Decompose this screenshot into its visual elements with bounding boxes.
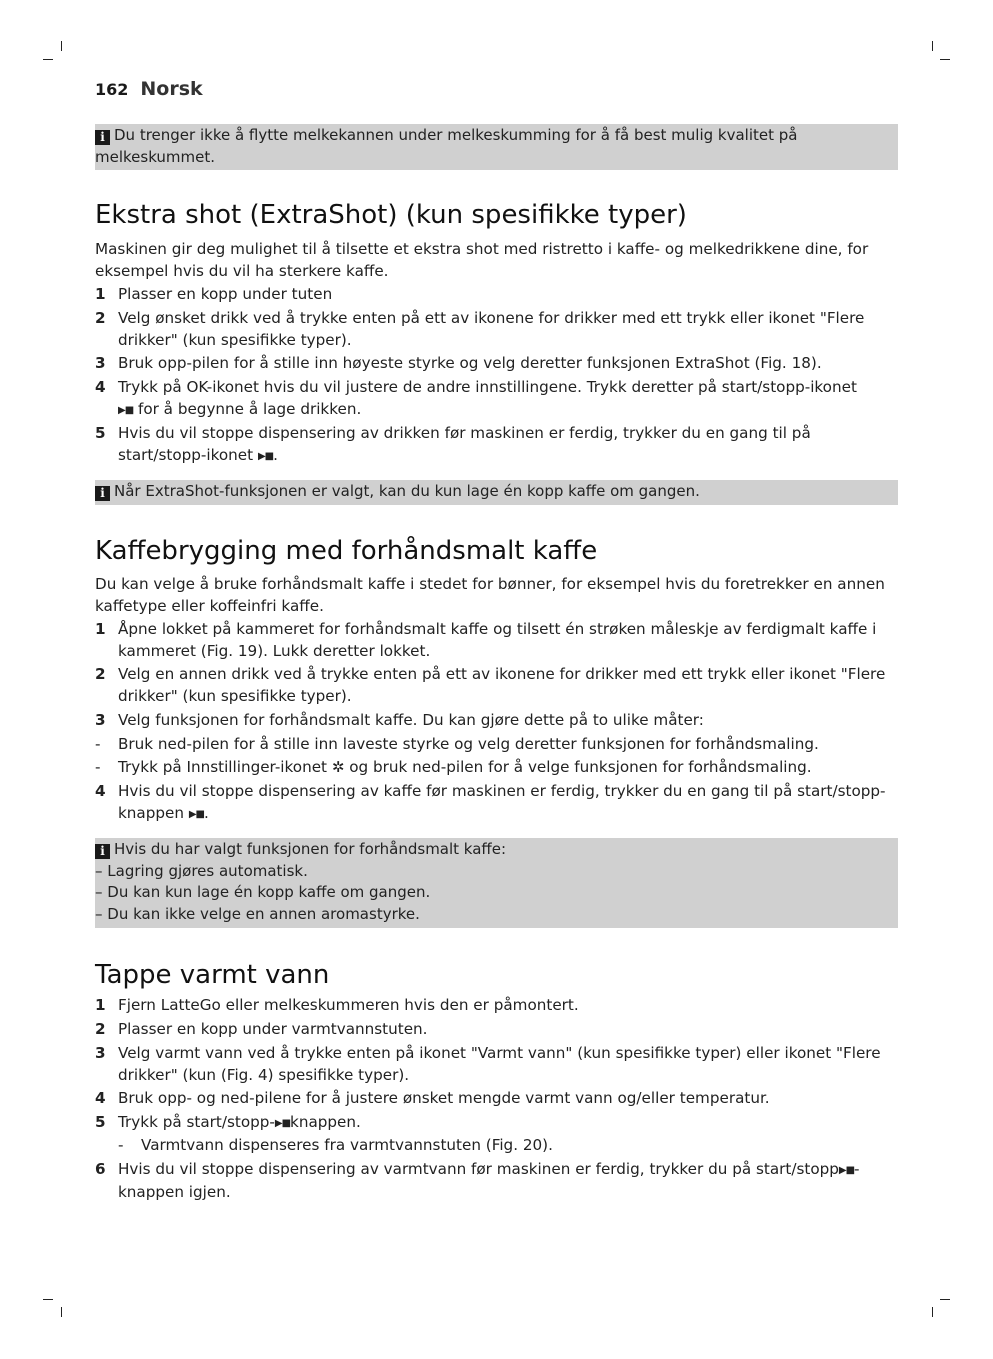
step-number: 3 [95, 711, 106, 729]
list-item [95, 1043, 898, 1086]
note-line [95, 839, 898, 861]
start-stop-icon: ▶■ [838, 1165, 855, 1176]
bullet-dash: - [95, 735, 101, 753]
crop-mark [940, 1299, 950, 1300]
step-text: Fjern LatteGo eller melkeskummeren hvis den er påmontert. [118, 996, 579, 1014]
step-number: 4 [95, 782, 106, 800]
step-text: Velg varmt vann ved å trykke enten på ikonet "Varmt vann" (kun spesifikke typer) eller ikonet "Flere drikker" (kun (Fig. 4) spesifikke typer). [118, 1044, 881, 1084]
note-text: Hvis du har valgt funksjonen for forhåndsmalt kaffe: [114, 840, 507, 858]
list-item [95, 1112, 898, 1135]
step-text [118, 377, 898, 421]
crop-mark [43, 1299, 53, 1300]
step-text: Velg ønsket drikk ved å trykke enten på ett av ikonene for drikker med ett trykk eller ikonet "Flere drikker" (kun spesifikke typer). [118, 309, 865, 349]
step-text [118, 757, 898, 779]
page-number: 162 [95, 80, 129, 99]
step-text: Bruk opp- og ned-pilene for å justere ønsket mengde varmt vann og/eller temperatur. [118, 1089, 770, 1107]
list-item [95, 1019, 898, 1041]
crop-mark [43, 59, 53, 60]
step-text [118, 781, 898, 825]
list-item [95, 710, 898, 732]
bullet-dash: - [95, 758, 101, 776]
page-header [95, 78, 203, 100]
list-item [95, 781, 898, 825]
step-number: 5 [95, 1113, 106, 1131]
step-text [118, 1159, 898, 1203]
crop-mark [940, 59, 950, 60]
note-box [95, 124, 898, 170]
step-text: Varmtvann dispenseres fra varmtvannstuten (Fig. 20). [141, 1136, 553, 1154]
step-text: Bruk ned-pilen for å stille inn laveste styrke og velg deretter funksjonen for forhåndsmaling. [118, 735, 819, 753]
note-text: Når ExtraShot-funksjonen er valgt, kan du kun lage én kopp kaffe om gangen. [114, 482, 700, 500]
step-text: Velg funksjonen for forhåndsmalt kaffe. Du kan gjøre dette på to ulike måter: [118, 711, 704, 729]
list-item [95, 377, 898, 421]
step-number: 2 [95, 309, 106, 327]
step-number: 1 [95, 285, 106, 303]
step-number: 3 [95, 1044, 106, 1062]
list-item [95, 1088, 898, 1110]
step-number: 1 [95, 620, 106, 638]
list-item [95, 308, 898, 351]
list-item [95, 284, 898, 306]
step-text: Bruk opp-pilen for å stille inn høyeste styrke og velg deretter funksjonen ExtraShot (Fig. 18). [118, 354, 822, 372]
list-item [95, 664, 898, 707]
info-icon: i [95, 130, 110, 145]
list-item [95, 1159, 898, 1203]
step-text [118, 1112, 898, 1135]
step-number: 2 [95, 665, 106, 683]
step-text-part: knappen. [290, 1113, 361, 1131]
bullet-dash: - [118, 1136, 124, 1154]
crop-mark [61, 41, 62, 51]
step-text-part: -knappen igjen. [118, 1160, 860, 1201]
step-number: 4 [95, 1089, 106, 1107]
list-item [95, 353, 898, 375]
step-number: 3 [95, 354, 106, 372]
step-text [118, 423, 898, 467]
step-text-part: Trykk på OK-ikonet hvis du vil justere de andre innstillingene. Trykk deretter på start/stopp-ikonet [118, 378, 857, 396]
note-box [95, 480, 898, 505]
step-number: 1 [95, 996, 106, 1014]
step-text: Plasser en kopp under varmtvannstuten. [118, 1020, 428, 1038]
list-item [95, 1135, 898, 1157]
list-item [95, 734, 898, 756]
language-label: Norsk [140, 78, 203, 100]
list-item [95, 995, 898, 1017]
list-item [95, 423, 898, 467]
crop-mark [932, 1307, 933, 1317]
section-title: Tappe varmt vann [95, 960, 330, 990]
step-text-part: Hvis du vil stoppe dispensering av varmtvann før maskinen er ferdig, trykker du på start/stopp [118, 1160, 839, 1178]
step-number: 2 [95, 1020, 106, 1038]
step-number: 6 [95, 1160, 106, 1178]
list-item [95, 757, 898, 779]
crop-mark [932, 41, 933, 51]
section-intro: Du kan velge å bruke forhåndsmalt kaffe i stedet for bønner, for eksempel hvis du foretrekker en annen kaffetype eller koffeinfri kaffe. [95, 575, 885, 615]
step-number: 4 [95, 378, 106, 396]
note-box [95, 838, 898, 928]
step-text: Åpne lokket på kammeret for forhåndsmalt kaffe og tilsett én strøken måleskje av ferdigmalt kaffe i kammeret (Fig. 19). Lukk deretter lokket. [118, 620, 877, 660]
start-stop-icon: ▶■ [257, 450, 274, 462]
crop-mark [61, 1307, 62, 1317]
step-text-part: . [203, 803, 209, 822]
gear-icon: ✲ [331, 758, 345, 776]
list-item [95, 619, 898, 662]
note-text: Du trenger ikke å flytte melkekannen under melkeskumming for å få best mulig kvalitet på melkeskummet. [95, 126, 798, 166]
step-text-part: . [273, 445, 278, 464]
start-stop-icon: ▶■ [118, 404, 134, 416]
start-stop-icon: ▶■ [188, 808, 204, 820]
section-title: Kaffebrygging med forhåndsmalt kaffe [95, 536, 598, 566]
step-text: Velg en annen drikk ved å trykke enten på ett av ikonene for drikker med ett trykk eller ikonet "Flere drikker" (kun spesifikke typer). [118, 665, 886, 705]
step-text-part: Hvis du vil stoppe dispensering av drikken før maskinen er ferdig, trykker du en gang til på start/stopp-ikonet [118, 424, 811, 464]
start-stop-icon: ▶■ [274, 1118, 291, 1129]
step-text-part: Trykk på start/stopp- [118, 1113, 275, 1131]
step-text-part: Hvis du vil stoppe dispensering av kaffe før maskinen er ferdig, trykker du en gang til på start/stopp-knappen [118, 782, 886, 822]
section-title: Ekstra shot (ExtraShot) (kun spesifikke typer) [95, 200, 687, 230]
step-text: Plasser en kopp under tuten [118, 285, 333, 303]
section-intro: Maskinen gir deg mulighet til å tilsette et ekstra shot med ristretto i kaffe- og melkedrikkene dine, for eksempel hvis du vil ha sterkere kaffe. [95, 240, 869, 280]
note-line: – Du kan kun lage én kopp kaffe om gangen. [95, 883, 431, 901]
step-text-part: og bruk ned-pilen for å velge funksjonen for forhåndsmaling. [349, 758, 812, 776]
step-number: 5 [95, 424, 106, 442]
step-text-part: for å begynne å lage drikken. [137, 399, 362, 418]
step-text-part: Trykk på Innstillinger-ikonet [118, 758, 327, 776]
info-icon: i [95, 844, 110, 859]
note-line: – Du kan ikke velge en annen aromastyrke. [95, 904, 420, 923]
info-icon: i [95, 486, 110, 501]
note-line: – Lagring gjøres automatisk. [95, 861, 308, 880]
